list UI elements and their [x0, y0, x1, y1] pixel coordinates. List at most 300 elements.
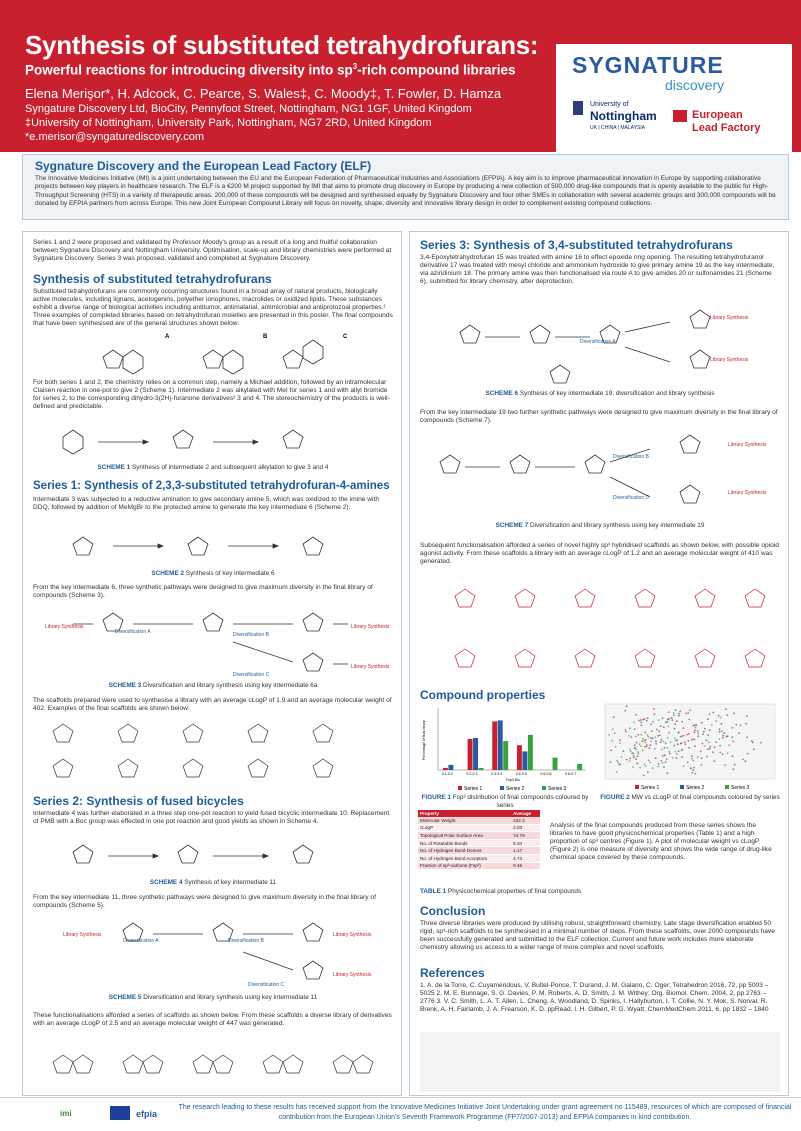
scatter-point	[642, 738, 644, 740]
struct-label-b: B	[263, 334, 268, 340]
table-row: cLogP 2.03	[418, 824, 540, 832]
scatter-point	[700, 764, 702, 766]
scatter-point	[725, 708, 727, 710]
scatter-point	[645, 765, 647, 767]
scatter-point	[660, 725, 662, 727]
scatter-point	[623, 750, 625, 752]
scatter-point	[647, 736, 649, 738]
scatter-point	[636, 749, 638, 751]
scatter-point	[684, 741, 686, 743]
scatter-point	[697, 730, 699, 732]
scatter-point	[640, 745, 642, 747]
scatter-point	[680, 736, 682, 738]
legend-swatch	[500, 786, 504, 790]
scatter-point	[616, 760, 618, 762]
scatter-point	[635, 758, 637, 760]
properties-table	[418, 810, 540, 870]
scatter-point	[669, 718, 671, 720]
scatter-point	[724, 764, 726, 766]
series-2-scaffolds	[38, 1032, 388, 1092]
scatter-point	[637, 763, 639, 765]
table-row: No. of Rotatable Bonds 5.34	[418, 839, 540, 847]
scatter-point	[640, 724, 642, 726]
compound-properties-text: Analysis of the final compounds produced from these series shows the libraries to have good physicochemical properties (Table 1) and a high proportion of sp³ centres (Figure 1). A plot of molecular weight vs cLogP (Figure 2) is one measure of diversity and shows the wide range of drug-like chemical space covered by these compounds.	[550, 822, 772, 861]
scatter-point	[669, 753, 671, 755]
scatter-point	[644, 746, 646, 748]
scatter-point	[616, 771, 618, 773]
lib-label-s7-2: Library Synthesis	[728, 490, 767, 496]
series-1-text-2: From the key intermediate 6, three synthetic pathways were designed to give maximum diversity in the final library of compounds (Scheme 3).	[33, 584, 373, 599]
scatter-point	[650, 737, 652, 739]
table-header-property: Property	[418, 810, 511, 817]
scatter-point	[719, 731, 721, 733]
scatter-point	[639, 767, 641, 769]
scheme-1-caption: SCHEME 1 Synthesis of intermediate 2 and subsequent alkylation to give 3 and 4	[97, 464, 329, 471]
scheme-5-caption: SCHEME 5 Diversification and library synthesis using key intermediate 11	[108, 994, 318, 1001]
scatter-point	[691, 758, 693, 760]
legend-swatch	[680, 785, 684, 789]
scatter-point	[746, 715, 748, 717]
scatter-point	[636, 755, 638, 757]
scatter-point	[624, 710, 626, 712]
scatter-point	[673, 714, 675, 716]
scatter-point	[633, 755, 635, 757]
right-column	[409, 231, 789, 1096]
scatter-point	[642, 749, 644, 751]
scatter-point	[618, 764, 620, 766]
scatter-point	[641, 740, 643, 742]
scatter-point	[629, 749, 631, 751]
scatter-point	[719, 745, 721, 747]
scatter-point	[617, 762, 619, 764]
scatter-point	[615, 746, 617, 748]
scatter-point	[695, 727, 697, 729]
legend-swatch	[542, 786, 546, 790]
scatter-point	[667, 718, 669, 720]
x-tick-label: 0.5-0.6	[540, 772, 552, 776]
scatter-point	[727, 752, 729, 754]
scatter-point	[721, 730, 723, 732]
scatter-point	[671, 719, 673, 721]
scatter-point	[682, 749, 684, 751]
scatter-point	[703, 731, 705, 733]
scatter-point	[646, 745, 648, 747]
scatter-point	[746, 736, 748, 738]
scatter-point	[655, 743, 657, 745]
scatter-point	[660, 760, 662, 762]
scatter-point	[666, 747, 668, 749]
heading-conclusion: Conclusion	[420, 904, 486, 918]
scatter-point	[653, 713, 655, 715]
scheme-5-image	[43, 912, 383, 988]
scatter-point	[661, 739, 663, 741]
div-b-label: Diversification B	[233, 632, 269, 638]
scatter-point	[629, 760, 631, 762]
scatter-point	[645, 739, 647, 741]
div-b-label-s7: Diversification B	[613, 454, 649, 460]
scatter-point	[718, 715, 720, 717]
scatter-point	[645, 732, 647, 734]
scatter-point	[738, 732, 740, 734]
scatter-point	[658, 763, 660, 765]
scatter-point	[668, 726, 670, 728]
scatter-point	[633, 722, 635, 724]
affiliation-1: Syngature Discovery Ltd, BioCity, Pennyfoot Street, Nottingham, NG1 1GF, United Kingdom	[25, 103, 472, 115]
scatter-point	[733, 712, 735, 714]
elf-logo-1: European	[692, 109, 743, 121]
scatter-point	[687, 712, 689, 714]
scatter-point	[722, 753, 724, 755]
scatter-point	[624, 729, 626, 731]
scatter-point	[608, 734, 610, 736]
scatter-point	[707, 748, 709, 750]
scatter-point	[657, 766, 659, 768]
scatter-point	[727, 735, 729, 737]
scatter-point	[635, 714, 637, 716]
scatter-point	[678, 715, 680, 717]
lib-label-s6-2: Library Synthesis	[710, 357, 749, 363]
scatter-point	[651, 730, 653, 732]
heading-substituted: Synthesis of substituted tetrahydrofurans	[33, 272, 272, 286]
scatter-point	[667, 737, 669, 739]
left-column	[22, 231, 402, 1096]
scatter-point	[630, 751, 632, 753]
scatter-point	[681, 756, 683, 758]
scatter-point	[630, 736, 632, 738]
scatter-point	[700, 751, 702, 753]
scatter-point	[634, 728, 636, 730]
scatter-point	[687, 762, 689, 764]
scatter-point	[683, 765, 685, 767]
lib-label-s5-3: Library Synthesis	[333, 972, 372, 978]
scatter-point	[726, 714, 728, 716]
scatter-point	[693, 767, 695, 769]
scatter-point	[720, 717, 722, 719]
scatter-point	[709, 713, 711, 715]
scatter-point	[683, 735, 685, 737]
x-axis-label: Fsp3 Bin	[506, 778, 520, 782]
bar-1-1	[443, 768, 448, 770]
scatter-point	[638, 720, 640, 722]
struct-label-c: C	[343, 334, 348, 340]
heading-references: References	[420, 966, 485, 980]
poster-subtitle: Powerful reactions for introducing diversity into $sp^3$-rich compound libraries	[25, 62, 516, 78]
scatter-point	[653, 708, 655, 710]
scatter-point	[613, 716, 615, 718]
scatter-point	[752, 742, 754, 744]
scatter-point	[697, 756, 699, 758]
scatter-point	[715, 720, 717, 722]
scatter-point	[652, 737, 654, 739]
general-structures	[83, 332, 363, 377]
scatter-point	[674, 738, 676, 740]
div-c-label-s5: Diversification C	[248, 982, 285, 988]
scatter-point	[619, 739, 621, 741]
scatter-point	[696, 724, 698, 726]
bar-1-4	[517, 745, 522, 770]
scatter-point	[719, 728, 721, 730]
scatter-point	[662, 762, 664, 764]
scatter-point	[663, 726, 665, 728]
poster-title: Synthesis of substituted tetrahydrofurans:	[25, 30, 539, 60]
series-3-text: 3,4-Epoxytetrahydrofuran 15 was treated with amine 16 to effect epoxide ring opening. The resulting tetrahydrofuranol derivative 17 was treated with mesyl chloride and ammonium hydroxide to give primary amine 19 as the key intermediate, via aziridinium 18. The primary amine was then functionalised via route A to give amides 20 or sulfonamides 21 (Scheme 6), submitted for library chemistry, after deprotection.	[420, 254, 775, 285]
scatter-point	[647, 717, 649, 719]
scatter-point	[719, 738, 721, 740]
scatter-point	[679, 710, 681, 712]
bar-3-4	[528, 735, 533, 770]
scatter-point	[678, 750, 680, 752]
scatter-point	[731, 727, 733, 729]
scatter-point	[650, 740, 652, 742]
legend-label: Series 2	[506, 786, 525, 792]
scatter-point	[671, 717, 673, 719]
nottingham-logo-1: University of	[590, 101, 629, 108]
scatter-point	[747, 753, 749, 755]
scatter-point	[760, 742, 762, 744]
table-row: Fraction of sp³-carbons (Fsp³) 0.48	[418, 862, 540, 870]
scheme-3-caption: SCHEME 3 Diversification and library synthesis using key intermediate 6a	[108, 682, 318, 689]
table-header-average: Average	[511, 810, 540, 817]
scatter-point	[655, 757, 657, 759]
div-a-label-s6: Diversification A	[580, 339, 616, 345]
scatter-point	[672, 757, 674, 759]
scatter-point	[704, 728, 706, 730]
bar-2-4	[522, 751, 527, 770]
legend-label: Series 1	[464, 786, 483, 792]
scatter-point	[647, 771, 649, 773]
bar-3-6	[577, 764, 582, 770]
scatter-point	[640, 719, 642, 721]
scatter-point	[661, 749, 663, 751]
scatter-point	[640, 721, 642, 723]
x-tick-label: 0.2-0.3	[466, 772, 478, 776]
lib-label-s5-1: Library Synthesis	[63, 932, 102, 938]
scatter-point	[635, 736, 637, 738]
scatter-point	[688, 719, 690, 721]
scatter-point	[626, 705, 628, 707]
scatter-point	[614, 732, 616, 734]
series-3-text-3: Subsequent functionalisation afforded a series of novel highly sp³ hybridised scaffolds as shown below, with possible opioid agonist activity. From these scaffolds a library with an average cLogP of 1.2 and an average molecular weight of 410 was generated.	[420, 542, 779, 565]
nottingham-logo-2: Nottingham	[590, 109, 657, 123]
scatter-point	[665, 761, 667, 763]
scatter-point	[713, 760, 715, 762]
scatter-point	[740, 724, 742, 726]
intro-text: Series 1 and 2 were proposed and validated by Professor Moody's group as a result of a long and fruitful collaboration between Sygnature Discovery and Nottingham University. Optimisation, scale-up and library chemistries were performed at Sygnature Discovery. Series 3 was proposed, validated and completed at Sygnature Discovery.	[33, 239, 392, 262]
scatter-point	[709, 748, 711, 750]
scatter-point	[643, 775, 645, 777]
bar-3-2	[479, 768, 484, 770]
imi-logo: imi	[60, 1109, 72, 1118]
scatter-point	[629, 727, 631, 729]
scatter-point	[629, 758, 631, 760]
lib-label-s5-2: Library Synthesis	[333, 932, 372, 938]
scatter-point	[674, 728, 676, 730]
figure-2-plot-area	[605, 704, 775, 779]
table-row: Topological Polar Surface Area 74.79	[418, 832, 540, 840]
scatter-point	[687, 740, 689, 742]
scatter-point	[610, 761, 612, 763]
scatter-point	[735, 724, 737, 726]
series-2-text: Intermediate 4 was further elaborated in a three step one-pot reaction to yield fused bicyclic intermediate 10. Replacement of PMB with a Boc group was effected in one pot reaction and good yields as shown in Scheme 4.	[33, 810, 390, 825]
scatter-point	[728, 744, 730, 746]
scatter-point	[714, 746, 716, 748]
x-tick-label: 0.3-0.4	[491, 772, 503, 776]
scheme-1-image	[53, 412, 373, 462]
scatter-point	[707, 718, 709, 720]
scatter-point	[719, 752, 721, 754]
scatter-point	[650, 723, 652, 725]
scatter-point	[637, 734, 639, 736]
div-a-label: Diversification A	[115, 629, 151, 635]
series-3-text-2: From the key intermediate 19 two further synthetic pathways were designed to give maximum diversity in the final library of compounds (Scheme 7).	[420, 409, 778, 424]
scatter-point	[666, 758, 668, 760]
scatter-point	[654, 737, 656, 739]
table-row: No. of Hydrogen Bond Donors 1.17	[418, 847, 540, 855]
efpia-logo: efpia	[136, 1109, 158, 1119]
footer	[0, 1097, 801, 1131]
scatter-point	[702, 743, 704, 745]
scatter-point	[654, 748, 656, 750]
scatter-point	[686, 734, 688, 736]
legend-swatch	[458, 786, 462, 790]
scatter-point	[722, 735, 724, 737]
scatter-point	[626, 759, 628, 761]
legend-label: Series 3	[731, 785, 750, 791]
scatter-point	[691, 755, 693, 757]
scatter-point	[692, 772, 694, 774]
scatter-point	[663, 741, 665, 743]
scatter-point	[676, 753, 678, 755]
scheme-7-caption: SCHEME 7 Diversification and library synthesis using key intermediate 19	[495, 522, 705, 529]
conclusion-text: Three diverse libraries were produced by utilising robust, straightforward chemistry. Late stage diversification enabled 50 rigid, sp³-rich scaffolds to be synthesised in a minimal number of steps. From these scaffolds, over 2000 compounds have been successfully generated and submitted to the ELF collection. Current and future work includes more elaborate chemistry allowing us access to a wider range of more complex and novel scaffolds.	[420, 920, 775, 951]
scatter-point	[646, 744, 648, 746]
table-row: No. of Hydrogen Bond Acceptors 4.73	[418, 854, 540, 862]
scatter-point	[677, 744, 679, 746]
scatter-point	[721, 723, 723, 725]
scatter-point	[688, 733, 690, 735]
scatter-point	[695, 773, 697, 775]
scatter-point	[668, 711, 670, 713]
figure-1-chart	[420, 702, 590, 792]
scatter-point	[701, 757, 703, 759]
scheme-2-image	[53, 524, 373, 568]
scatter-point	[693, 760, 695, 762]
scatter-point	[731, 736, 733, 738]
scatter-point	[732, 741, 734, 743]
series-1-scaffolds	[38, 716, 388, 788]
sponsor-logos	[420, 1032, 780, 1092]
div-b-label-s5: Diversification B	[228, 938, 264, 944]
scatter-point	[745, 723, 747, 725]
scatter-point	[662, 717, 664, 719]
scatter-point	[680, 742, 682, 744]
bar-2-1	[448, 765, 453, 770]
legend-label: Series 2	[686, 785, 705, 791]
x-tick-label: 0.4-0.5	[515, 772, 527, 776]
y-axis-label: Percentage of final library	[422, 720, 426, 760]
scatter-point	[659, 735, 661, 737]
figure-1-caption: FIGURE 1 Fsp³ distribution of final compounds coloured by series	[421, 794, 589, 809]
scatter-point	[636, 742, 638, 744]
scatter-point	[694, 745, 696, 747]
email: *e.merisor@syngaturediscovery.com	[25, 131, 205, 143]
scatter-point	[706, 739, 708, 741]
scatter-point	[648, 760, 650, 762]
scatter-point	[692, 769, 694, 771]
scatter-point	[631, 753, 633, 755]
scatter-point	[668, 732, 670, 734]
scatter-point	[704, 745, 706, 747]
scatter-point	[685, 713, 687, 715]
scatter-point	[643, 740, 645, 742]
scatter-point	[678, 731, 680, 733]
scatter-point	[692, 725, 694, 727]
scatter-point	[611, 740, 613, 742]
nottingham-logo-3: UK | CHINA | MALAYSIA	[590, 125, 646, 131]
scheme-4-caption: SCHEME 4 Synthesis of key intermediate 11	[149, 879, 277, 886]
scatter-point	[637, 753, 639, 755]
scatter-point	[662, 755, 664, 757]
scatter-point	[649, 744, 651, 746]
scatter-point	[706, 756, 708, 758]
scheme-3-image	[43, 602, 383, 678]
heading-series-3: Series 3: Synthesis of 3,4-substituted tetrahydrofurans	[420, 238, 733, 252]
lib-label-s7-1: Library Synthesis	[728, 442, 767, 448]
scatter-point	[619, 742, 621, 744]
scatter-point	[722, 737, 724, 739]
lib-label-1: Library Synthesis	[45, 624, 84, 630]
scatter-point	[664, 754, 666, 756]
scatter-point	[675, 751, 677, 753]
scatter-point	[637, 751, 639, 753]
scatter-point	[660, 741, 662, 743]
scatter-point	[665, 721, 667, 723]
scheme-4-image	[53, 830, 373, 878]
series-1-text-3: The scaffolds prepared were used to synthesise a library with an average cLogP of 1.9 and an average molecular weight of 402. Examples of the final scaffolds are shown below:	[33, 697, 392, 712]
bar-1-3	[492, 721, 497, 770]
scatter-point	[691, 739, 693, 741]
figure-2-caption: FIGURE 2 MW vs cLogP of final compounds coloured by series	[600, 794, 780, 801]
scatter-point	[709, 746, 711, 748]
bar-3-3	[503, 741, 508, 770]
scatter-point	[753, 748, 755, 750]
scatter-point	[673, 712, 675, 714]
scatter-point	[628, 735, 630, 737]
scatter-point	[697, 735, 699, 737]
scatter-point	[652, 721, 654, 723]
scatter-point	[681, 721, 683, 723]
figure-2-chart	[600, 702, 780, 792]
scatter-point	[688, 747, 690, 749]
scatter-point	[694, 729, 696, 731]
scatter-point	[656, 729, 658, 731]
scatter-point	[652, 767, 654, 769]
scatter-point	[697, 732, 699, 734]
series-text: For both series 1 and 2, the chemistry relies on a common step, namely a Michael addition, followed by an intramolecular Claisen reaction in one-pot to give 2 (Scheme 1). Intermediate 2 was alkylated with MeI for series 1 and with allyl bromide for series 2, to the corresponding dihydro-3(2H)-furanone derivatives² 3 and 4. The stereochemistry of the products is well-defined and predictable.	[33, 379, 390, 410]
substituted-text: Substituted tetrahydrofurans are commonly occurring structures found in a broad array of natural products, biologically active molecules, including lignans, acetogenins, polyether ionophores, macrolides or oxidized lipids. These substances exhibit a diverse range of biological activities including antitumor, antimalarial, antimicrobial and antiprotozoal properties.¹ Three examples of completed libraries based on tetrahydrofuran moieties are presented in this poster. The final compounds that have been synthesised are of the general structures shown below:	[33, 288, 393, 327]
authors: Elena Merişor*, H. Adcock, C. Pearce, S. Wales‡, C. Moody‡, T. Fowler, D. Hamza	[25, 86, 502, 101]
scatter-point	[723, 732, 725, 734]
table-row: Molecular Weight 422.3	[418, 817, 540, 824]
scatter-point	[663, 766, 665, 768]
scheme-2-caption: SCHEME 2 Synthesis of key intermediate 6	[151, 570, 275, 577]
footer-text: The research leading to these results has received support from the Innovative Medicines Initiative Joint Undertaking under grant agreement no 115489, resources of which are composed of financial contribution from the European Union's Seventh Framework Programme (FP7/2007-2013) and EFPIA companies in kind contribution.	[178, 1104, 792, 1121]
elf-logo-2: Lead Factory	[692, 122, 761, 134]
elf-text: The Innovative Medicines Initiative (IMI) is a joint undertaking between the EU and the European Federation of Pharmaceutical Industries and Associations (EFPIA). A key aim is to improve pharmaceutical innovation in Europe by supporting collaborative projects between key players in healthcare research. The ELF is a €200 M project supported by IMI that aims to promote drug discovery in Europe by producing a new collection of 500,000 drug-like compounds that is openly available to the public for High-Throughput Screening (HTS) in a variety of therapeutic areas. 200,000 of these compounds will be designed and synthesised equally by Sygnature Discovery and four other SMEs in collaboration with several academic groups and 300,000 compounds will be donated by EFPIA partners from across Europe. This new Joint European Compound Library will focus on novelty, shape, diversity and innovative library design in order to complement existing compound collections.	[35, 175, 776, 207]
x-tick-label: 0.1-0.2	[441, 772, 453, 776]
scatter-point	[707, 734, 709, 736]
scatter-point	[674, 723, 676, 725]
